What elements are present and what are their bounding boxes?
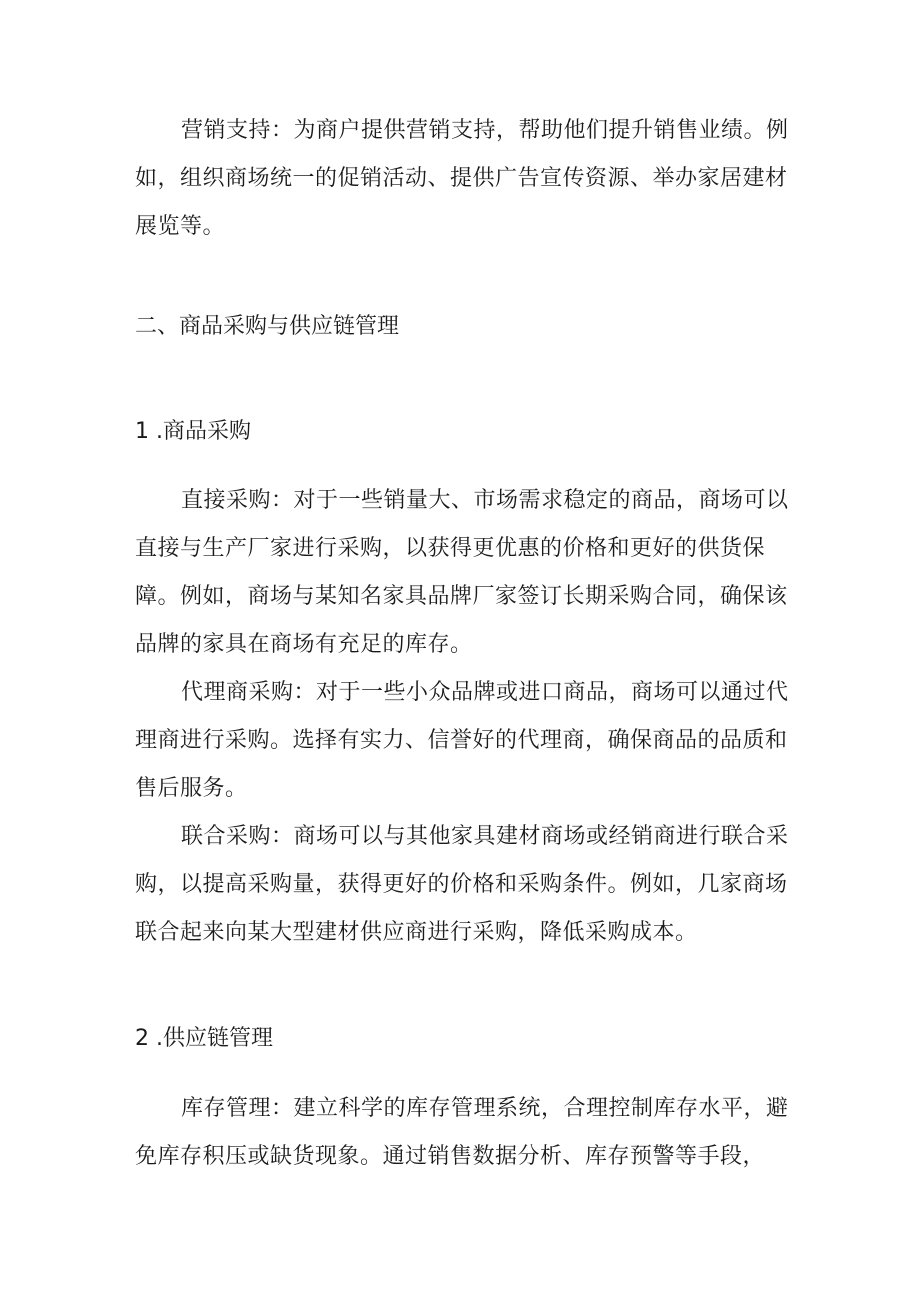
subheading-supply-chain-management: 2 .供应链管理 (135, 1026, 273, 1051)
subheading-procurement: 1 .商品采购 (135, 419, 251, 444)
paragraph-inventory-management: 库存管理：建立科学的库存管理系统，合理控制库存水平，避免库存积压或缺货现象。通过销售数据分析、库存预警等手段， (135, 1096, 789, 1169)
paragraph-marketing-support: 营销支持：为商户提供营销支持，帮助他们提升销售业绩。例如，组织商场统一的促销活动、提供广告宣传资源、举办家居建材展览等。 (135, 118, 789, 239)
section-heading-procurement-supply-chain: 二、商品采购与供应链管理 (135, 314, 400, 339)
paragraph-direct-procurement: 直接采购：对于一些销量大、市场需求稳定的商品，商场可以直接与生产厂家进行采购，以获得更优惠的价格和更好的供货保障。例如，商场与某知名家具品牌厂家签订长期采购合同，确保该品牌的家具在商场有充足的库存。 (135, 488, 789, 657)
paragraph-agent-procurement: 代理商采购：对于一些小众品牌或进口商品，商场可以通过代理商进行采购。选择有实力、信誉好的代理商，确保商品的品质和售后服务。 (135, 680, 789, 801)
paragraph-joint-procurement: 联合采购：商场可以与其他家具建材商场或经销商进行联合采购，以提高采购量，获得更好的价格和采购条件。例如，几家商场联合起来向某大型建材供应商进行采购，降低采购成本。 (135, 824, 789, 945)
